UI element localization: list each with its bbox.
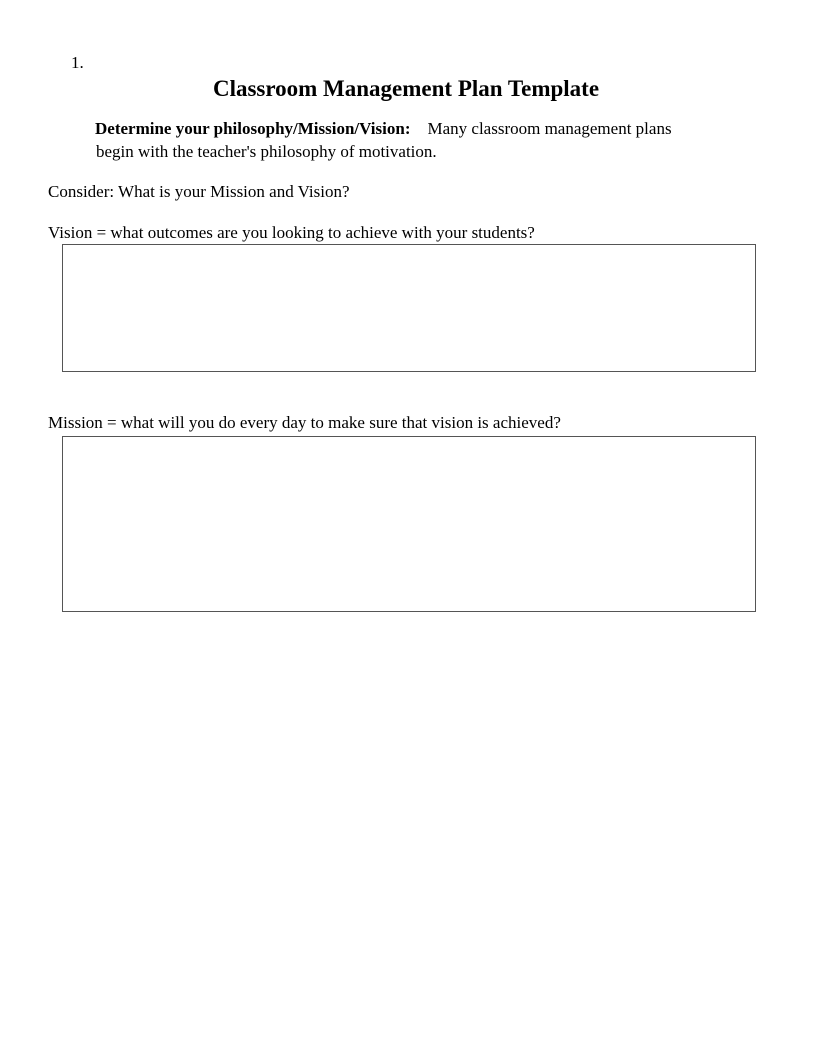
page-title: Classroom Management Plan Template (212, 76, 600, 101)
intro-paragraph-line-1 (95, 119, 672, 139)
vision-answer-box[interactable] (62, 244, 756, 372)
mission-answer-box[interactable] (62, 436, 756, 612)
intro-lead-heading: Determine your philosophy/Mission/Vision: (95, 119, 411, 138)
consider-question: Consider: What is your Mission and Vision? (48, 182, 350, 201)
mission-prompt: Mission = what will you do every day to make sure that vision is achieved? (48, 413, 561, 432)
intro-text-line-1: Many classroom management plans (427, 119, 672, 138)
intro-text-line-2: begin with the teacher's philosophy of motivation. (96, 142, 437, 161)
list-number: 1. (71, 53, 84, 72)
vision-prompt: Vision = what outcomes are you looking to achieve with your students? (48, 223, 535, 242)
